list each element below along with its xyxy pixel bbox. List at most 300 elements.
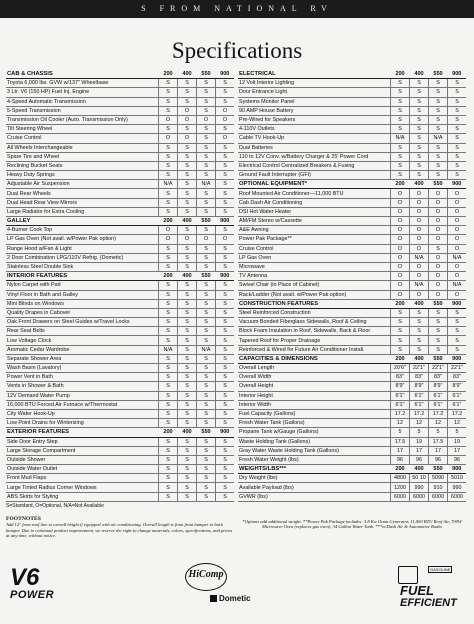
availability-cell: S: [159, 336, 178, 345]
availability-cell: S: [159, 207, 178, 216]
availability-cell: S: [178, 308, 197, 317]
feature-label: Propane Tank w/Gauge (Gallons): [238, 428, 391, 437]
table-row: [238, 152, 466, 161]
availability-cell: S: [159, 409, 178, 418]
availability-cell: S: [216, 244, 235, 253]
feature-label: 16,000 BTU Forced Air Furnace w/Thermostat: [6, 400, 159, 409]
feature-label: Fuel Capacity (Gallons): [238, 409, 391, 418]
availability-cell: 990: [410, 483, 429, 492]
availability-cell: S: [178, 318, 197, 327]
availability-cell: S: [429, 345, 448, 354]
availability-cell: O: [391, 281, 410, 290]
availability-cell: O: [391, 262, 410, 271]
table-row: [238, 134, 466, 143]
table-row: [6, 455, 234, 464]
availability-cell: O: [429, 290, 448, 299]
feature-label: Power Vent in Bath: [6, 373, 159, 382]
availability-cell: S: [159, 354, 178, 363]
availability-cell: S: [216, 143, 235, 152]
feature-label: Vacuum Bonded Fiberglass Sidewalls, Roof & Ceiling: [238, 318, 391, 327]
v6-logo-text: V6: [10, 564, 40, 591]
availability-cell: S: [410, 152, 429, 161]
availability-cell: S: [216, 409, 235, 418]
feature-label: Roof Mounted Air Conditioner—11,000 BTU: [238, 189, 391, 198]
availability-cell: 96: [448, 455, 467, 464]
availability-cell: O: [178, 115, 197, 124]
availability-cell: S: [178, 364, 197, 373]
availability-cell: 5010: [448, 474, 467, 483]
availability-cell: O: [391, 189, 410, 198]
feature-label: 5-Speed Transmission: [6, 106, 159, 115]
availability-cell: S: [197, 161, 216, 170]
availability-cell: S: [159, 483, 178, 492]
table-row: [6, 79, 234, 88]
availability-cell: O: [410, 217, 429, 226]
table-row: [238, 437, 466, 446]
table-row: [238, 327, 466, 336]
feature-label: Cruise Control: [238, 244, 391, 253]
section-header-row: [238, 465, 466, 474]
feature-label: Transmission Oil Cooler (Auto. Transmission Only): [6, 115, 159, 124]
section-title: INTERIOR FEATURES: [6, 272, 159, 281]
availability-cell: S: [178, 97, 197, 106]
availability-cell: S: [197, 446, 216, 455]
table-row: [6, 336, 234, 345]
availability-cell: O: [216, 134, 235, 143]
section-header-row: [238, 354, 466, 363]
availability-cell: N/A: [448, 281, 467, 290]
availability-cell: S: [429, 79, 448, 88]
feature-label: Outside Shower: [6, 455, 159, 464]
section-header-row: [238, 180, 466, 189]
availability-cell: S: [448, 336, 467, 345]
availability-cell: S: [178, 281, 197, 290]
header-band: S FROM NATIONAL RV: [0, 0, 474, 18]
table-row: [238, 262, 466, 271]
availability-cell: 17.5: [429, 437, 448, 446]
availability-cell: S: [216, 152, 235, 161]
table-row: [6, 364, 234, 373]
availability-cell: S: [391, 125, 410, 134]
availability-cell: O: [410, 226, 429, 235]
availability-cell: 12: [448, 419, 467, 428]
availability-cell: S: [410, 143, 429, 152]
availability-cell: S: [391, 79, 410, 88]
availability-cell: S: [159, 125, 178, 134]
availability-cell: S: [391, 345, 410, 354]
feature-label: ABS Skirts for Styling: [6, 492, 159, 501]
availability-cell: S: [216, 455, 235, 464]
availability-cell: N/A: [429, 134, 448, 143]
availability-cell: S: [216, 400, 235, 409]
availability-cell: S: [197, 318, 216, 327]
availability-cell: S: [216, 171, 235, 180]
availability-cell: 17: [448, 446, 467, 455]
availability-cell: S: [216, 354, 235, 363]
feature-label: 2 Door Combination LPG/110V Refrig. (Dometic): [6, 253, 159, 262]
availability-cell: 4800: [391, 474, 410, 483]
feature-label: Outside Water Outlet: [6, 465, 159, 474]
availability-cell: S: [429, 318, 448, 327]
availability-cell: S: [429, 88, 448, 97]
availability-cell: S: [197, 281, 216, 290]
availability-cell: S: [197, 143, 216, 152]
table-row: [238, 253, 466, 262]
availability-cell: O: [391, 207, 410, 216]
table-row: [6, 483, 234, 492]
model-column-header: 400: [178, 217, 197, 226]
availability-cell: S: [178, 382, 197, 391]
availability-cell: O: [159, 235, 178, 244]
availability-cell: S: [429, 106, 448, 115]
availability-cell: S: [159, 161, 178, 170]
feature-label: A&E Awning: [238, 226, 391, 235]
feature-label: Adjustable Air Suspension: [6, 180, 159, 189]
availability-cell: S: [410, 134, 429, 143]
availability-cell: S: [448, 115, 467, 124]
availability-cell: S: [216, 198, 235, 207]
availability-cell: N/A: [410, 281, 429, 290]
availability-cell: S: [216, 465, 235, 474]
model-column-header: 900: [216, 272, 235, 281]
availability-cell: O: [391, 272, 410, 281]
availability-cell: O: [391, 290, 410, 299]
availability-cell: O: [410, 198, 429, 207]
availability-cell: S: [159, 465, 178, 474]
availability-cell: O: [429, 281, 448, 290]
table-row: [6, 180, 234, 189]
page-title: Specifications: [171, 38, 303, 63]
footnotes-text: Add 12" from roof line to overall height if equipped with air conditioning. Overall length is from front bumper to back bumper. Due to continual product improvement, we reserve the right to change materials, colors, specifications, and prices at any time, without notice.: [6, 522, 233, 539]
right-spec-table: [238, 70, 466, 502]
table-row: [6, 382, 234, 391]
feature-label: Ground Fault Interrupter (GFI): [238, 171, 391, 180]
footnotes-heading: FOOTNOTES: [6, 516, 41, 522]
feature-label: Pre-Wired for Speakers: [238, 115, 391, 124]
feature-label: Reclining Bucket Seats: [6, 161, 159, 170]
availability-cell: S: [216, 483, 235, 492]
table-row: [6, 262, 234, 271]
feature-label: TV Antenna: [238, 272, 391, 281]
table-row: [6, 474, 234, 483]
feature-label: Low Voltage Clock: [6, 336, 159, 345]
table-row: [6, 345, 234, 354]
table-row: [6, 106, 234, 115]
availability-cell: S: [216, 327, 235, 336]
availability-cell: S: [197, 152, 216, 161]
v6-power-logo: [10, 564, 68, 607]
availability-cell: S: [178, 400, 197, 409]
table-row: [238, 336, 466, 345]
availability-cell: O: [391, 198, 410, 207]
fuel-logo-text: FUEL: [400, 583, 434, 598]
availability-cell: 17.5: [391, 437, 410, 446]
availability-cell: 990: [448, 483, 467, 492]
availability-cell: S: [410, 115, 429, 124]
model-column-header: 550: [429, 299, 448, 308]
power-logo-text: POWER: [10, 589, 55, 601]
table-row: [238, 409, 466, 418]
availability-cell: S: [197, 364, 216, 373]
availability-cell: S: [216, 262, 235, 271]
availability-cell: S: [410, 106, 429, 115]
availability-cell: S: [391, 106, 410, 115]
feature-label: Heavy Duty Springs: [6, 171, 159, 180]
table-row: [6, 244, 234, 253]
availability-cell: S: [178, 189, 197, 198]
availability-cell: S: [197, 308, 216, 317]
availability-cell: S: [216, 364, 235, 373]
model-column-header: 900: [448, 465, 467, 474]
availability-cell: 96: [410, 455, 429, 464]
feature-label: 4-110V Outlets: [238, 125, 391, 134]
availability-cell: S: [159, 79, 178, 88]
availability-cell: O: [178, 134, 197, 143]
availability-cell: 17.2: [410, 409, 429, 418]
table-row: [238, 272, 466, 281]
availability-cell: O: [429, 272, 448, 281]
availability-cell: S: [448, 345, 467, 354]
availability-cell: S: [429, 244, 448, 253]
availability-cell: 50 10: [410, 474, 429, 483]
feature-label: Electrical Control Centralized Breakers & Fusing: [238, 161, 391, 170]
availability-cell: S: [216, 318, 235, 327]
feature-label: Low Point Drains for Winterizing: [6, 419, 159, 428]
table-row: [238, 345, 466, 354]
table-row: [238, 171, 466, 180]
availability-cell: S: [429, 143, 448, 152]
feature-label: Dual Rear Wheels: [6, 189, 159, 198]
feature-label: Spare Tire and Wheel: [6, 152, 159, 161]
availability-cell: S: [197, 106, 216, 115]
feature-label: All Wheels Interchangeable: [6, 143, 159, 152]
availability-cell: S: [429, 125, 448, 134]
availability-cell: 8'9": [429, 382, 448, 391]
availability-cell: O: [448, 189, 467, 198]
availability-cell: 17: [391, 446, 410, 455]
feature-label: Range Hood w/Fan & Light: [6, 244, 159, 253]
availability-cell: S: [178, 373, 197, 382]
availability-cell: O: [448, 262, 467, 271]
gas-can-icon: [398, 566, 418, 584]
model-column-header: 550: [429, 465, 448, 474]
availability-cell: S: [197, 373, 216, 382]
table-row: [238, 492, 466, 501]
availability-cell: S: [159, 253, 178, 262]
availability-cell: O: [429, 262, 448, 271]
availability-cell: S: [159, 88, 178, 97]
availability-cell: S: [448, 161, 467, 170]
availability-cell: O: [429, 189, 448, 198]
availability-cell: 6'1": [448, 400, 467, 409]
availability-cell: 6000: [410, 492, 429, 501]
section-title: CONSTRUCTION FEATURES: [238, 299, 391, 308]
availability-cell: 22'1": [429, 364, 448, 373]
model-column-header: 400: [178, 428, 197, 437]
table-row: [238, 189, 466, 198]
availability-cell: 12: [391, 419, 410, 428]
table-row: [6, 308, 234, 317]
availability-cell: 22'1": [448, 364, 467, 373]
availability-cell: S: [178, 180, 197, 189]
availability-cell: S: [159, 262, 178, 271]
availability-cell: S: [197, 400, 216, 409]
availability-cell: S: [159, 290, 178, 299]
availability-cell: O: [429, 226, 448, 235]
availability-cell: S: [197, 382, 216, 391]
table-row: [238, 88, 466, 97]
availability-cell: S: [448, 97, 467, 106]
table-row: [6, 152, 234, 161]
feature-label: Oak Front Drawers on Steel Guides w/Travel Locks: [6, 318, 159, 327]
section-title: GALLEY: [6, 217, 159, 226]
availability-cell: O: [391, 217, 410, 226]
model-column-header: 400: [410, 180, 429, 189]
availability-cell: S: [159, 455, 178, 464]
availability-cell: 12: [410, 419, 429, 428]
availability-cell: S: [178, 299, 197, 308]
availability-cell: S: [178, 327, 197, 336]
model-column-header: 400: [410, 70, 429, 79]
availability-cell: S: [159, 152, 178, 161]
availability-cell: N/A: [197, 345, 216, 354]
availability-cell: S: [159, 106, 178, 115]
availability-cell: S: [197, 327, 216, 336]
availability-cell: O: [391, 226, 410, 235]
availability-cell: S: [178, 492, 197, 501]
feature-label: Available Payload (lbs): [238, 483, 391, 492]
availability-cell: S: [410, 308, 429, 317]
availability-cell: S: [216, 474, 235, 483]
availability-cell: S: [197, 492, 216, 501]
table-row: [238, 106, 466, 115]
availability-cell: S: [216, 189, 235, 198]
availability-cell: 6'1": [391, 400, 410, 409]
availability-cell: S: [197, 244, 216, 253]
availability-cell: O: [448, 217, 467, 226]
model-column-header: 200: [159, 272, 178, 281]
availability-cell: S: [159, 318, 178, 327]
section-header-row: [6, 70, 234, 79]
availability-cell: S: [391, 97, 410, 106]
model-column-header: 550: [197, 272, 216, 281]
availability-cell: S: [216, 373, 235, 382]
model-column-header: 550: [429, 180, 448, 189]
availability-cell: S: [429, 327, 448, 336]
table-row: [6, 290, 234, 299]
availability-cell: 17: [410, 446, 429, 455]
availability-cell: S: [448, 308, 467, 317]
table-row: [238, 428, 466, 437]
feature-label: Tilt Steering Wheel: [6, 125, 159, 134]
availability-cell: S: [197, 419, 216, 428]
availability-cell: 5: [391, 428, 410, 437]
feature-label: Large Radiator for Extra Cooling: [6, 207, 159, 216]
availability-cell: S: [197, 336, 216, 345]
availability-cell: 83": [391, 373, 410, 382]
table-row: [238, 143, 466, 152]
availability-cell: 5: [448, 428, 467, 437]
availability-cell: S: [197, 409, 216, 418]
availability-cell: S: [178, 152, 197, 161]
dometic-mark-icon: [210, 595, 217, 602]
availability-cell: S: [178, 354, 197, 363]
availability-cell: S: [197, 79, 216, 88]
availability-cell: S: [216, 446, 235, 455]
availability-cell: N/A: [197, 180, 216, 189]
availability-cell: S: [197, 125, 216, 134]
model-column-header: 550: [429, 70, 448, 79]
section-header-row: [6, 428, 234, 437]
availability-cell: S: [216, 97, 235, 106]
feature-label: Large Storage Compartment: [6, 446, 159, 455]
availability-cell: S: [410, 125, 429, 134]
feature-label: City Water Hook-Up: [6, 409, 159, 418]
table-row: [6, 409, 234, 418]
feature-label: Dry Weight (lbs): [238, 474, 391, 483]
section-title: CAB & CHASSIS: [6, 70, 159, 79]
feature-label: Reinforced & Wired for Future Air Conditioner Install.: [238, 345, 391, 354]
model-column-header: 900: [448, 354, 467, 363]
availability-cell: S: [197, 134, 216, 143]
availability-cell: S: [197, 226, 216, 235]
availability-cell: S: [448, 318, 467, 327]
table-row: [6, 419, 234, 428]
table-row: [6, 161, 234, 170]
availability-cell: S: [178, 198, 197, 207]
table-row: [6, 373, 234, 382]
availability-cell: O: [197, 115, 216, 124]
availability-cell: O: [448, 290, 467, 299]
availability-cell: S: [178, 455, 197, 464]
table-row: [238, 235, 466, 244]
feature-label: 3 Ltr. V6 (150 HP) Fuel Inj. Engine: [6, 88, 159, 97]
availability-cell: 6'1": [448, 391, 467, 400]
table-row: [238, 400, 466, 409]
availability-cell: S: [178, 483, 197, 492]
availability-cell: S: [197, 437, 216, 446]
table-row: [238, 125, 466, 134]
availability-cell: S: [410, 345, 429, 354]
feature-label: Power Pak Package**: [238, 235, 391, 244]
model-column-header: 200: [391, 70, 410, 79]
availability-cell: 96: [429, 455, 448, 464]
availability-cell: 12: [429, 419, 448, 428]
availability-cell: S: [197, 253, 216, 262]
availability-cell: S: [159, 281, 178, 290]
availability-cell: S: [448, 88, 467, 97]
feature-label: Systems Monitor Panel: [238, 97, 391, 106]
availability-cell: S: [216, 161, 235, 170]
availability-cell: S: [216, 290, 235, 299]
availability-cell: S: [197, 483, 216, 492]
dometic-logo: [210, 594, 251, 603]
availability-cell: S: [216, 419, 235, 428]
availability-cell: O: [410, 290, 429, 299]
availability-cell: S: [159, 198, 178, 207]
availability-cell: S: [197, 171, 216, 180]
feature-label: Overall Width: [238, 373, 391, 382]
availability-cell: O: [410, 207, 429, 216]
table-row: [6, 115, 234, 124]
availability-cell: S: [178, 336, 197, 345]
table-row: [6, 492, 234, 501]
availability-cell: 20'6": [391, 364, 410, 373]
availability-cell: S: [429, 152, 448, 161]
feature-label: Swivel Chair (in Place of Cabinet): [238, 281, 391, 290]
model-column-header: 400: [410, 354, 429, 363]
availability-cell: 6000: [429, 492, 448, 501]
